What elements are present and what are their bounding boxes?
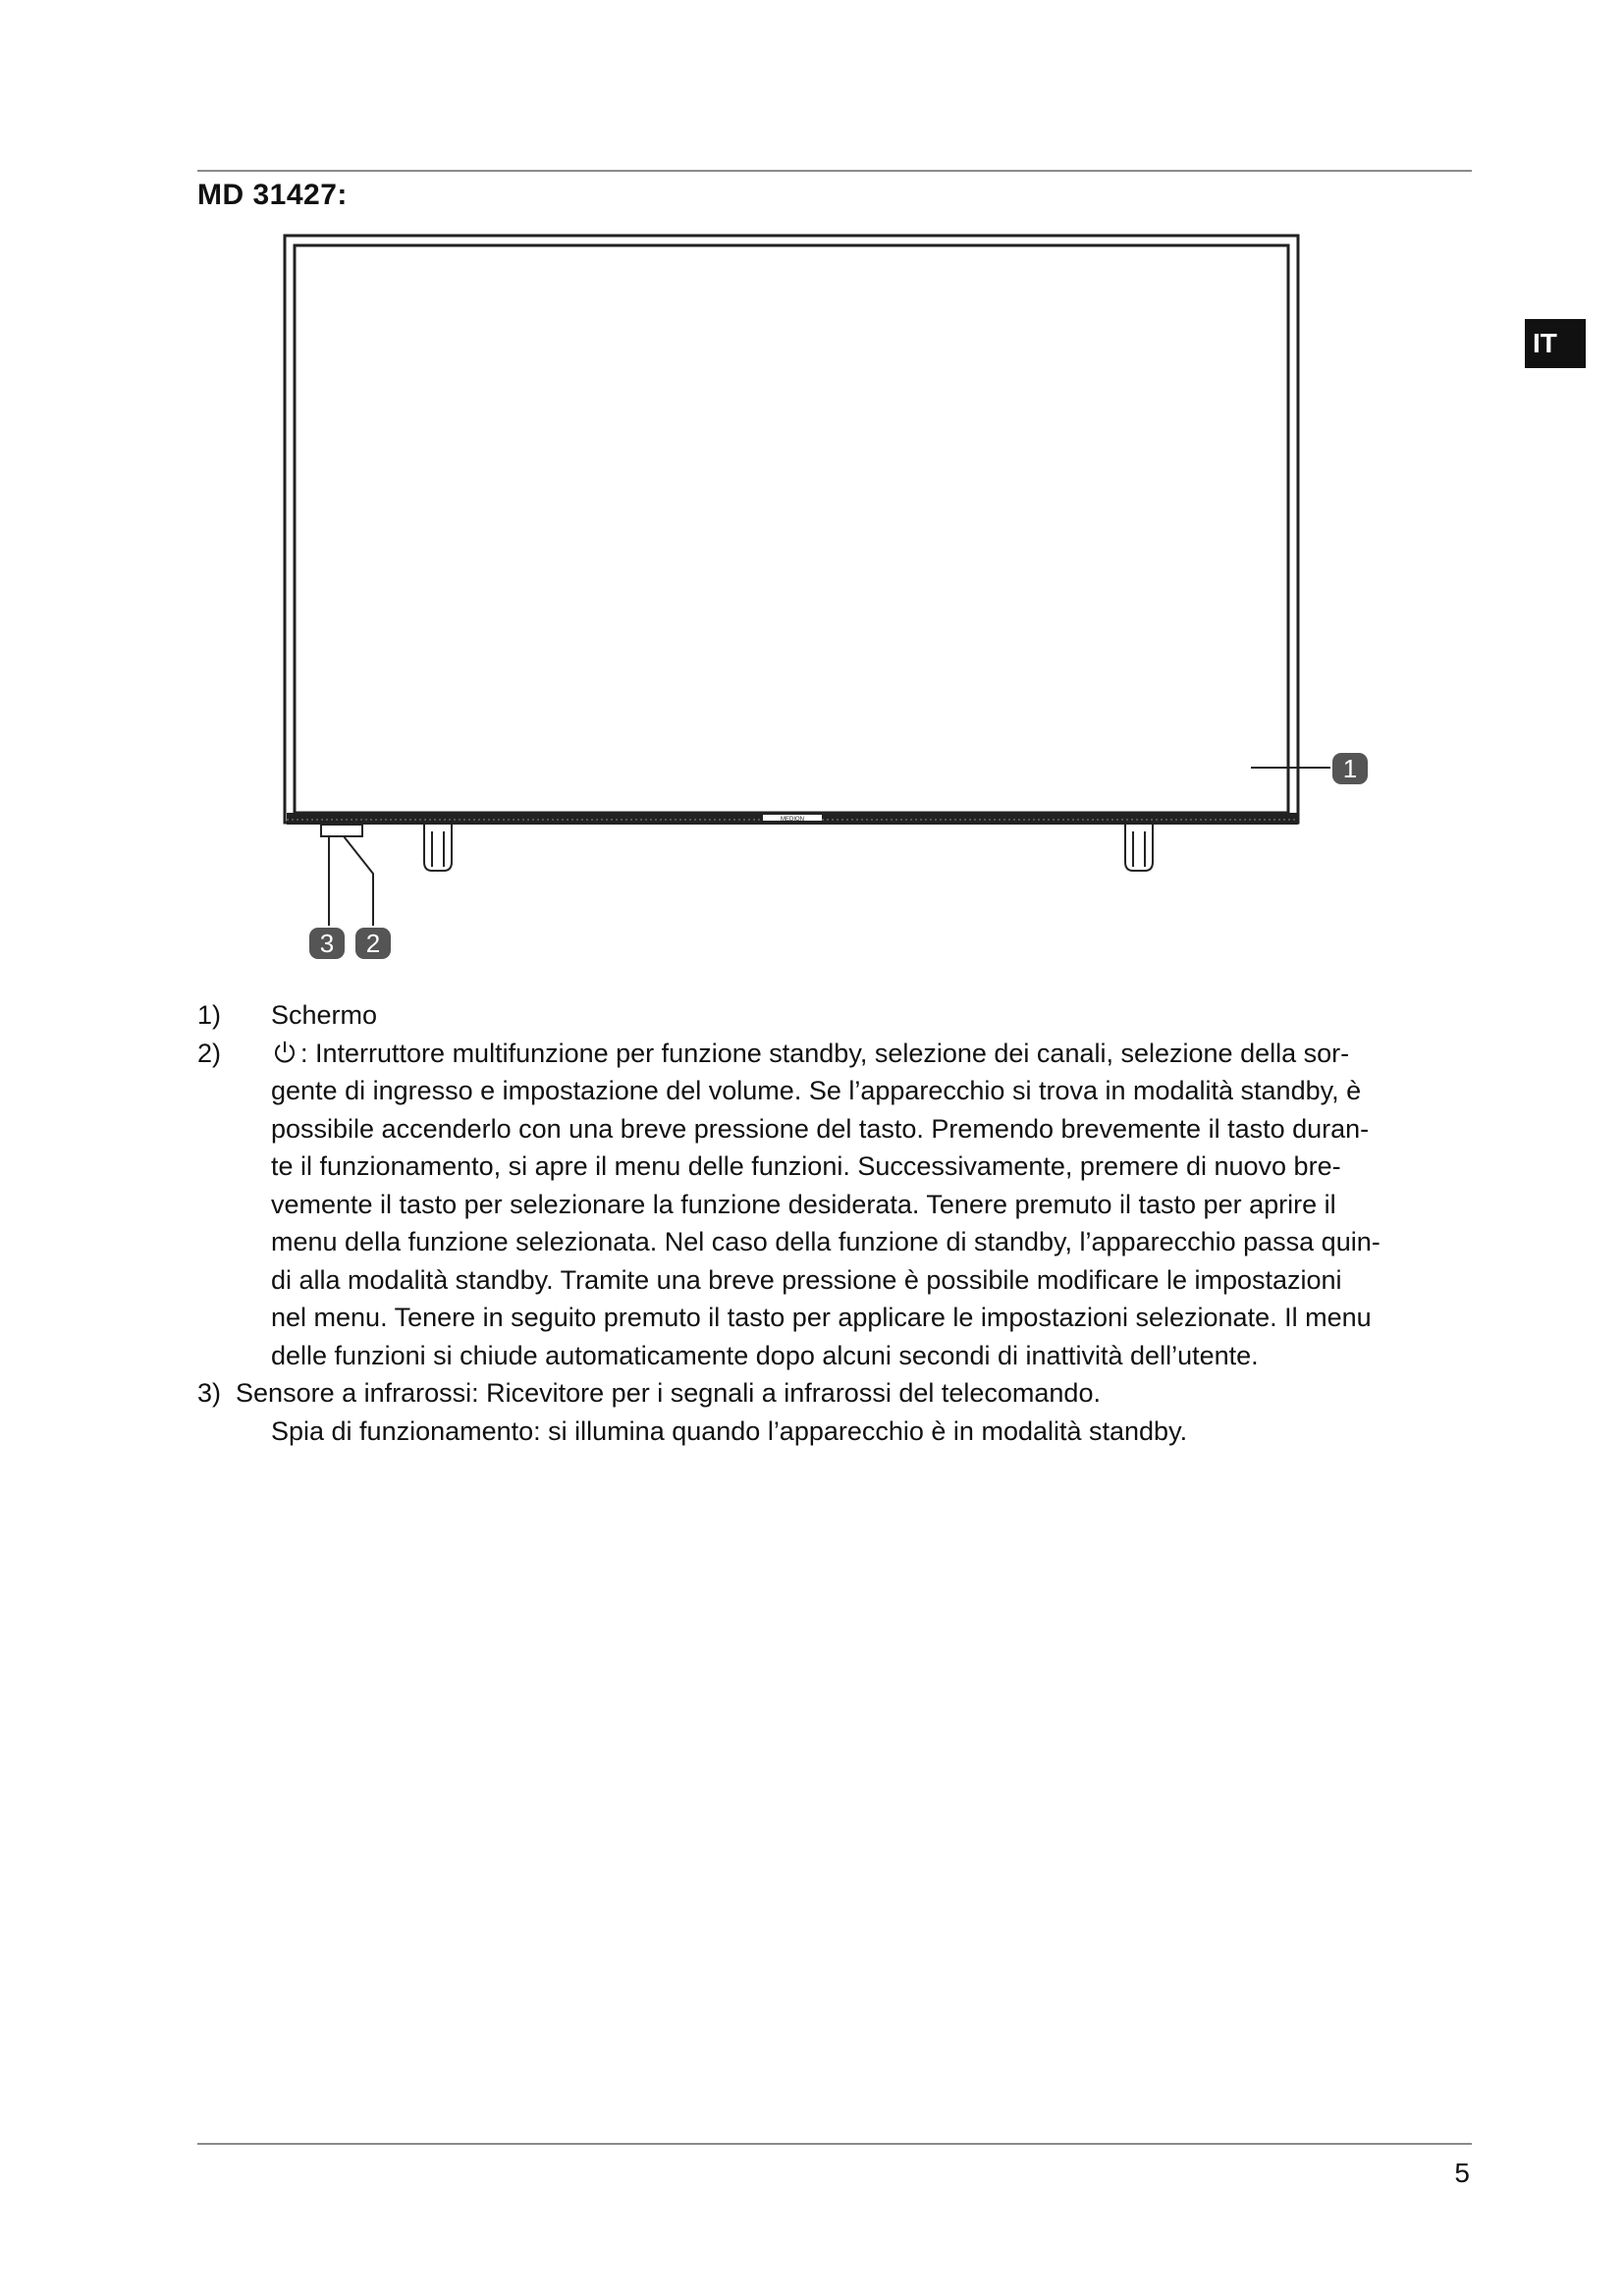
callout-2-leader bbox=[344, 836, 373, 926]
footer-rule bbox=[197, 2143, 1472, 2145]
tv-foot-right bbox=[1125, 825, 1153, 871]
item-text: Schermo bbox=[271, 1000, 378, 1030]
component-list bbox=[197, 996, 1484, 1450]
item-second-line: Spia di funzionamento: si illumina quando l’apparecchio è in modalità standby. bbox=[271, 1415, 1188, 1446]
item-line: di alla modalità standby. Tramite una breve pressione è possibile modificare le impostazioni bbox=[271, 1264, 1342, 1295]
tv-screen bbox=[295, 245, 1288, 813]
item-text bbox=[271, 1035, 1484, 1375]
item-line: nel menu. Tenere in seguito premuto il tasto per applicare le impostazioni selezionate. Il menu bbox=[271, 1303, 1372, 1332]
list-item-3 bbox=[197, 1374, 1484, 1450]
item-line: gente di ingresso e impostazione del volume. Se l’apparecchio si trova in modalità standby, è bbox=[271, 1076, 1362, 1105]
item-line: vemente il tasto per selezionare la funzione desiderata. Tenere premuto il tasto per aprire il bbox=[271, 1189, 1336, 1219]
tv-front-illustration bbox=[275, 231, 1384, 967]
page-number: 5 bbox=[1454, 2158, 1470, 2188]
callout-3-label: 3 bbox=[319, 929, 335, 958]
item-lead: 3) Sensore a infrarossi: Ricevitore per i segnali a infrarossi del telecomando. bbox=[197, 1378, 1101, 1408]
item-number: 1) bbox=[197, 1000, 222, 1030]
item-line: : Interruttore multifunzione per funzione standby, selezione dei canali, selezione della sor- bbox=[271, 1035, 1484, 1073]
power-icon bbox=[271, 1039, 298, 1066]
brand-logo: MEDION bbox=[781, 817, 804, 823]
header-rule bbox=[197, 170, 1472, 172]
callout-1-label: 1 bbox=[1342, 754, 1358, 783]
control-panel bbox=[321, 825, 362, 836]
tv-foot-left bbox=[424, 825, 452, 871]
item-number: 2) bbox=[197, 1038, 222, 1068]
item-line: delle funzioni si chiude automaticamente dopo alcuni secondi di inattività dell’utente. bbox=[271, 1340, 1259, 1370]
list-item-2 bbox=[197, 1035, 1484, 1375]
item-number: 3) bbox=[197, 1378, 222, 1408]
item-line: possibile accenderlo con una breve pressione del tasto. Premendo brevemente il tasto duran- bbox=[271, 1113, 1370, 1144]
list-item-1 bbox=[197, 996, 1484, 1035]
item-line: te il funzionamento, si apre il menu delle funzioni. Successivamente, premere di nuovo bre- bbox=[271, 1151, 1341, 1181]
page-title: MD 31427: bbox=[197, 179, 348, 211]
item-line: menu della funzione selezionata. Nel caso della funzione di standby, l’apparecchio passa quin- bbox=[271, 1227, 1380, 1256]
callout-2-label: 2 bbox=[365, 929, 381, 958]
language-tab: IT bbox=[1525, 319, 1586, 368]
